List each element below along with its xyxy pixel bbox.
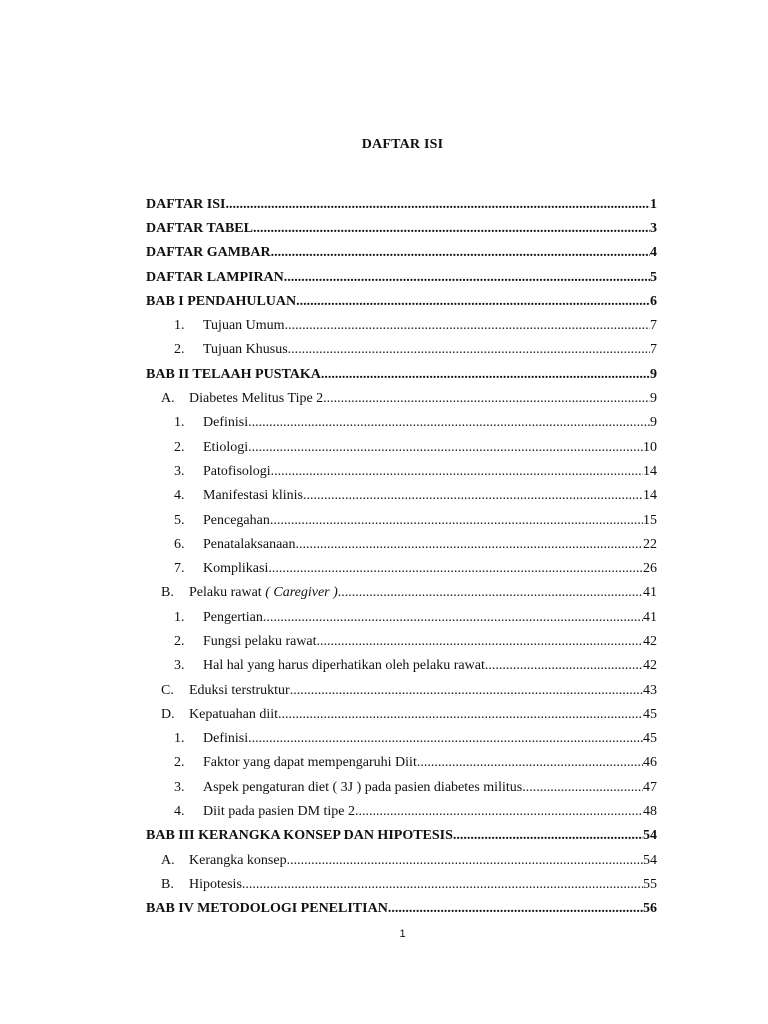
- dot-leader: [253, 220, 650, 237]
- toc-entry-title: DAFTAR TABEL: [146, 220, 253, 236]
- toc-entry-title: Aspek pengaturan diet ( 3J ) pada pasien diabetes militus: [203, 779, 523, 795]
- toc-entry-title: Hipotesis: [189, 876, 242, 892]
- toc-entry-page: 42: [643, 633, 657, 649]
- toc-entry: [146, 629, 657, 653]
- toc-entry-number: 2.: [174, 439, 185, 455]
- dot-leader: [338, 584, 643, 601]
- toc-entry-number: C.: [161, 682, 174, 698]
- toc-entry: [146, 338, 657, 362]
- toc-entry-title: BAB I PENDAHULUAN: [146, 293, 297, 309]
- toc-entry-number: A.: [161, 391, 175, 407]
- dot-leader: [355, 803, 643, 820]
- toc-entry-number: 5.: [174, 512, 185, 528]
- dot-leader: [248, 439, 643, 456]
- dot-leader: [317, 633, 643, 650]
- toc-entry-page: 9: [650, 366, 657, 382]
- table-of-contents: [146, 192, 657, 921]
- toc-entry-title: Eduksi terstruktur: [189, 682, 290, 698]
- toc-entry: [146, 386, 657, 410]
- toc-entry: [146, 411, 657, 435]
- toc-entry-title: BAB IV METODOLOGI PENELITIAN: [146, 901, 388, 917]
- toc-entry: [146, 484, 657, 508]
- toc-entry-number: 1.: [174, 609, 185, 625]
- toc-entry: [146, 581, 657, 605]
- page-title: DAFTAR ISI: [361, 137, 444, 152]
- toc-entry: [146, 848, 657, 872]
- toc-entry-title: Definisi: [203, 731, 249, 747]
- toc-entry-title: Pengertian: [203, 609, 263, 625]
- toc-entry-number: 3.: [174, 779, 185, 795]
- toc-entry: [146, 872, 657, 896]
- dot-leader: [248, 730, 643, 747]
- toc-entry-page: 42: [643, 658, 657, 674]
- toc-entry-page: 14: [643, 463, 657, 479]
- toc-entry-title: Komplikasi: [203, 561, 269, 577]
- toc-entry-page: 14: [643, 488, 657, 504]
- toc-entry-page: 22: [643, 536, 657, 552]
- toc-entry-title: Kerangka konsep: [189, 852, 287, 868]
- toc-entry-title: Etiologi: [203, 439, 249, 455]
- toc-entry-page: 5: [650, 269, 657, 285]
- dot-leader: [268, 560, 643, 577]
- toc-entry-title: DAFTAR ISI: [146, 196, 226, 212]
- dot-leader: [248, 414, 650, 431]
- dot-leader: [453, 827, 643, 844]
- toc-entry: [146, 289, 657, 313]
- toc-entry-title: Diit pada pasien DM tipe 2: [203, 804, 356, 820]
- dot-leader: [296, 293, 650, 310]
- toc-entry-title-italic: ( Caregiver ): [265, 585, 338, 601]
- toc-entry-number: 1.: [174, 731, 185, 747]
- toc-entry-number: 4.: [174, 488, 185, 504]
- toc-entry-page: 6: [650, 293, 657, 309]
- dot-leader: [522, 779, 643, 796]
- toc-entry-title: Tujuan Khusus: [203, 342, 288, 358]
- toc-entry: [146, 702, 657, 726]
- toc-entry: [146, 459, 657, 483]
- toc-entry-page: 48: [643, 804, 657, 820]
- toc-entry-number: 1.: [174, 415, 185, 431]
- toc-entry-title: Patofisologi: [203, 463, 271, 479]
- toc-entry-page: 45: [643, 731, 657, 747]
- toc-entry-page: 46: [643, 755, 657, 771]
- dot-leader: [271, 244, 650, 261]
- toc-entry-title: Pelaku rawat ( Caregiver ): [189, 585, 338, 601]
- toc-entry-number: 2.: [174, 342, 185, 358]
- toc-entry: [146, 362, 657, 386]
- toc-entry-page: 55: [643, 876, 657, 892]
- toc-entry: [146, 654, 657, 678]
- toc-entry-page: 54: [643, 852, 657, 868]
- toc-entry-title: Definisi: [203, 415, 249, 431]
- toc-entry: [146, 799, 657, 823]
- toc-entry-page: 1: [650, 196, 657, 212]
- toc-entry-title: Fungsi pelaku rawat: [203, 633, 317, 649]
- dot-leader: [287, 852, 643, 869]
- dot-leader: [303, 487, 643, 504]
- dot-leader: [323, 390, 650, 407]
- toc-entry-page: 7: [650, 342, 657, 358]
- toc-entry: [146, 751, 657, 775]
- toc-entry-title: DAFTAR GAMBAR: [146, 245, 271, 261]
- toc-entry-page: 41: [643, 609, 657, 625]
- toc-entry: [146, 556, 657, 580]
- toc-entry: [146, 241, 657, 265]
- toc-entry-page: 54: [643, 828, 657, 844]
- dot-leader: [225, 196, 650, 213]
- toc-entry-title: Hal hal yang harus diperhatikan oleh pelaku rawat: [203, 658, 485, 674]
- dot-leader: [271, 463, 643, 480]
- toc-entry: [146, 532, 657, 556]
- toc-entry-number: B.: [161, 585, 174, 601]
- toc-entry-number: 3.: [174, 658, 185, 674]
- dot-leader: [242, 876, 643, 893]
- dot-leader: [284, 269, 650, 286]
- toc-entry-number: A.: [161, 852, 175, 868]
- toc-entry-number: 6.: [174, 536, 185, 552]
- toc-entry-title: Pencegahan: [203, 512, 270, 528]
- toc-entry-number: 3.: [174, 463, 185, 479]
- toc-entry-number: 2.: [174, 633, 185, 649]
- toc-entry-page: 9: [650, 415, 657, 431]
- dot-leader: [296, 536, 643, 553]
- dot-leader: [263, 609, 643, 626]
- toc-entry-title: Kepatuahan diit: [189, 706, 279, 722]
- toc-entry: [146, 824, 657, 848]
- toc-entry-page: 10: [643, 439, 657, 455]
- toc-entry-page: 7: [650, 318, 657, 334]
- page-number-footer: 1: [399, 928, 406, 940]
- toc-entry: [146, 508, 657, 532]
- toc-entry: [146, 216, 657, 240]
- toc-entry: [146, 678, 657, 702]
- toc-entry: [146, 897, 657, 921]
- toc-entry-page: 26: [643, 561, 657, 577]
- toc-entry-number: B.: [161, 876, 174, 892]
- toc-entry-number: D.: [161, 706, 175, 722]
- toc-entry: [146, 775, 657, 799]
- dot-leader: [388, 900, 643, 917]
- toc-entry-number: 7.: [174, 561, 185, 577]
- toc-entry-page: 9: [650, 391, 657, 407]
- toc-entry-title: BAB II TELAAH PUSTAKA: [146, 366, 321, 382]
- toc-entry-page: 47: [643, 779, 657, 795]
- toc-entry: [146, 435, 657, 459]
- toc-entry: [146, 265, 657, 289]
- toc-entry-page: 56: [643, 901, 657, 917]
- toc-entry: [146, 605, 657, 629]
- toc-entry: [146, 727, 657, 751]
- toc-entry-page: 3: [650, 220, 657, 236]
- dot-leader: [285, 317, 650, 334]
- toc-entry-title: Tujuan Umum: [203, 318, 285, 334]
- dot-leader: [288, 341, 650, 358]
- toc-entry-number: 4.: [174, 804, 185, 820]
- toc-entry: [146, 192, 657, 216]
- toc-entry-page: 45: [643, 706, 657, 722]
- toc-entry-title: Penatalaksanaan: [203, 536, 296, 552]
- toc-entry-title: Manifestasi klinis: [203, 488, 303, 504]
- dot-leader: [278, 706, 643, 723]
- toc-entry-title: Faktor yang dapat mempengaruhi Diit: [203, 755, 417, 771]
- dot-leader: [321, 366, 650, 383]
- toc-entry-number: 2.: [174, 755, 185, 771]
- dot-leader: [290, 682, 643, 699]
- toc-entry-page: 41: [643, 585, 657, 601]
- toc-entry-page: 43: [643, 682, 657, 698]
- toc-entry-title: BAB III KERANGKA KONSEP DAN HIPOTESIS: [146, 828, 453, 844]
- toc-entry-title: DAFTAR LAMPIRAN: [146, 269, 284, 285]
- dot-leader: [485, 657, 643, 674]
- toc-entry-title: Diabetes Melitus Tipe 2: [189, 391, 324, 407]
- dot-leader: [270, 512, 643, 529]
- toc-entry-page: 4: [650, 245, 657, 261]
- toc-entry: [146, 313, 657, 337]
- toc-entry-page: 15: [643, 512, 657, 528]
- dot-leader: [417, 754, 643, 771]
- toc-entry-number: 1.: [174, 318, 185, 334]
